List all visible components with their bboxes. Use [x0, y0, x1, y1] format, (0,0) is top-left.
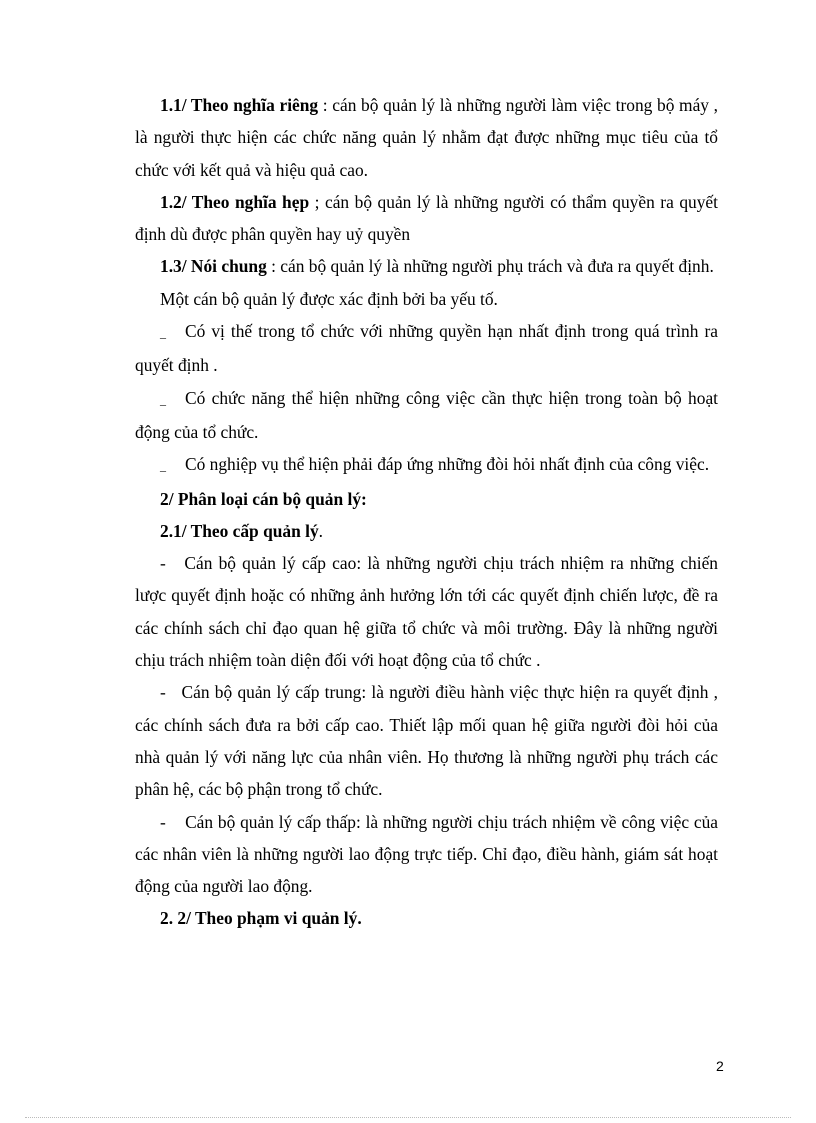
paragraph-2-1 [135, 515, 718, 547]
factor-item [135, 315, 718, 382]
page-body [135, 89, 718, 935]
level-item [135, 806, 718, 903]
level-item [135, 547, 718, 676]
section-text-1-3: : cán bộ quản lý là những người phụ trách và đưa ra quyết định. [266, 256, 714, 277]
underscore-bullet-icon: _ [160, 459, 166, 474]
section-label-1-1: 1.1/ Theo nghĩa riêng [160, 95, 319, 115]
underscore-bullet-icon: _ [160, 326, 166, 341]
section-heading-2-2: 2. 2/ Theo phạm vi quản lý. [160, 908, 362, 929]
factor-text: Có chức năng thể hiện những công việc cần thực hiện trong toàn bộ hoạt động của tổ chức. [135, 387, 718, 442]
section-suffix-2-1: . [318, 520, 324, 541]
dash-bullet-icon: - [160, 553, 166, 574]
factor-text: Có vị thế trong tổ chức với những quyền hạn nhất định trong quá trình ra quyết định . [135, 321, 718, 376]
section-text-1-2: ; cán bộ quản lý là những người có thẩm quyền ra quyết định dù được phân quyền hay uỷ quyền [135, 191, 718, 245]
paragraph-1-1 [135, 89, 718, 186]
page-number: 2 [716, 1058, 724, 1074]
section-label-2-1: 2.1/ Theo cấp quản lý [160, 520, 319, 541]
footer-divider [25, 1117, 791, 1118]
underscore-bullet-icon: _ [160, 392, 166, 407]
factor-item [135, 448, 718, 482]
paragraph-1-3 [135, 250, 718, 282]
level-item [135, 676, 718, 805]
factor-text: Có nghiệp vụ thể hiện phải đáp ứng những đòi hỏi nhất định của công việc. [185, 454, 710, 475]
section-label-1-3: 1.3/ Nói chung [160, 256, 267, 277]
level-text: Cán bộ quản lý cấp cao: là những người chịu trách nhiệm ra những chiến lược quyết định hoặc có những ảnh hưởng lớn tới các quyết định chiến lược, đề ra các chính sách chỉ đạo quan hệ giữa tổ chức và môi trường. Đây là những người chịu trách nhiệm toàn diện đối với hoạt động của tổ chức . [135, 553, 718, 671]
section-heading-2: 2/ Phân loại cán bộ quản lý: [160, 488, 367, 509]
level-text: Cán bộ quản lý cấp trung: là người điều hành việc thực hiện ra quyết định , các chính sách đưa ra bởi cấp cao. Thiết lập mối quan hệ giữa người đòi hỏi của nhà quản lý với năng lực của nhân viên. Họ thương là những người phụ trách các phân hệ, các bộ phận trong tổ chức. [135, 682, 719, 800]
dash-bullet-icon: - [160, 811, 166, 832]
paragraph-1-2 [135, 186, 718, 251]
section-label-1-2: 1.2/ Theo nghĩa hẹp [160, 191, 310, 212]
paragraph-intro: Một cán bộ quản lý được xác định bởi ba yếu tố. [160, 288, 498, 309]
factor-item [135, 382, 718, 449]
level-text: Cán bộ quản lý cấp thấp: là những người chịu trách nhiệm về công việc của các nhân viên là những người lao động trực tiếp. Chỉ đạo, điều hành, giám sát hoạt động của người lao động. [135, 811, 718, 897]
section-text-1-1: : cán bộ quản lý là những người làm việc trong bộ máy , là người thực hiện các chức năng quản lý nhằm đạt được những mục tiêu của tổ chức với kết quả và hiệu quả cao. [135, 95, 718, 180]
dash-bullet-icon: - [160, 682, 166, 703]
